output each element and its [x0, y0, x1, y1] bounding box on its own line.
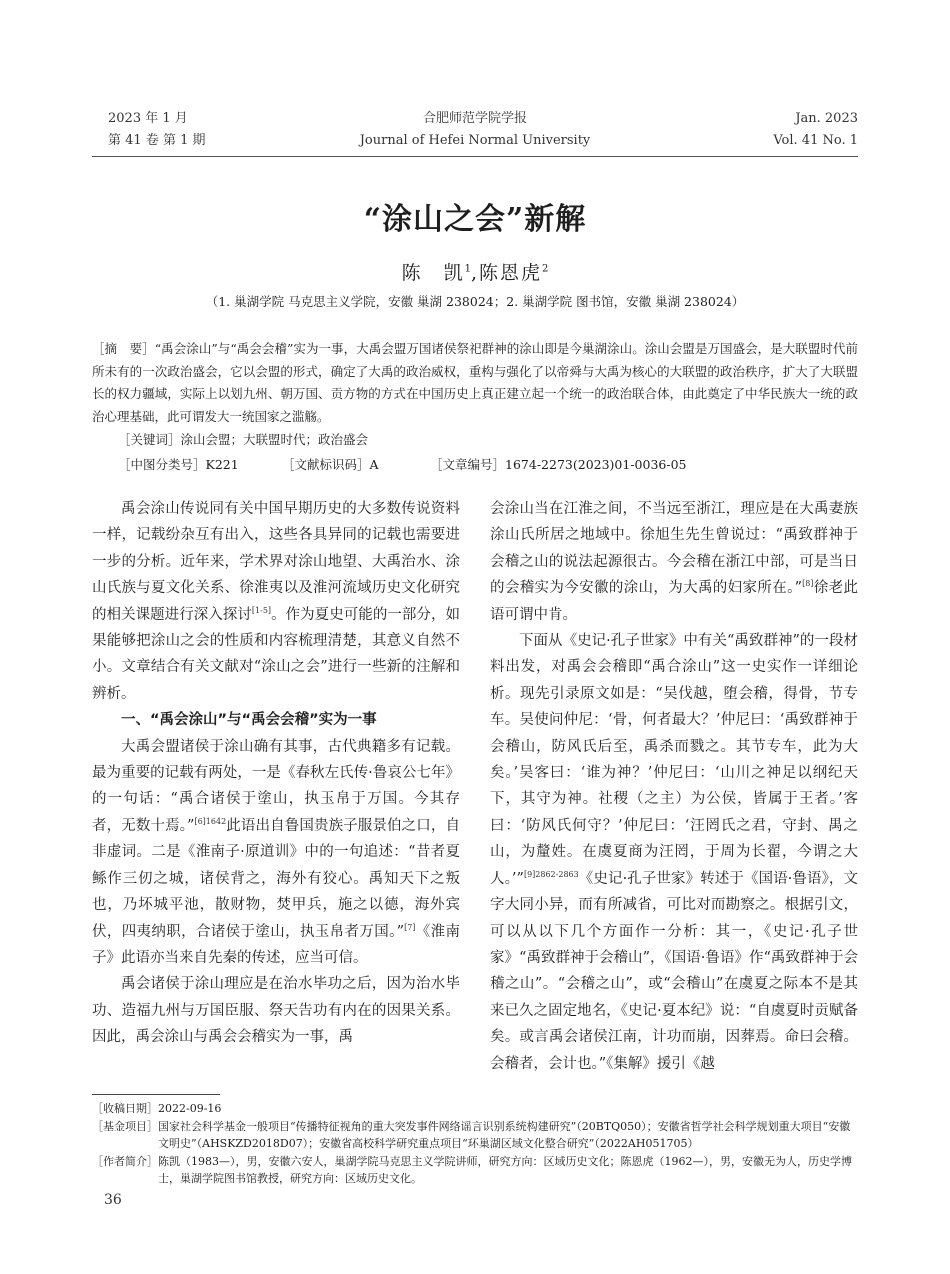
classification-line	[118, 455, 687, 475]
text-run: 。作为夏史可能的一部分，如果能够把涂山之会的性质和内容梳理清楚，其意义自然不小。文章结合有关文献对“涂山之会”进行一些新的注解和辨析。	[92, 606, 461, 702]
citation-ref[interactable]: [8]	[802, 579, 814, 589]
note-fund	[92, 1118, 858, 1153]
body-column-left	[92, 496, 460, 1051]
received-label: ［收稿日期］	[92, 1102, 158, 1115]
journal-name-en: Journal of Hefei Normal University	[359, 133, 591, 148]
received-date: 2022-09-16	[158, 1102, 222, 1115]
text-run: 《史记·孔子世家》转述于《国语·鲁语》，文字大同小异，而有所减省，可比对而勘察之。根据引文，可以从以下几个方面作一分析：其一，《史记·孔子世家》“禹致群神于会稽山”，《国语·鲁语》作“禹致群神于会稽之山”。“会稽之山”，或“会稽山”在虞夏之际本不是其来已久之固定地名，《史记·夏本纪》说：“自虞夏时贡赋备矣。或言禹会诸侯江南，计功而崩，因葬焉。命曰会稽。会稽者，会计也。”《集解》援引《越	[490, 870, 858, 1072]
text-run: 会涂山当在江淮之间，不当远至浙江，理应是在大禹妻族涂山氏所居之地域中。徐旭生先生曾说过：“禹致群神于会稽之山的说法起源很古。今会稽在浙江中部，可是当日的会稽实为今安徽的涂山，为大禹的妇家所在。”	[490, 501, 858, 597]
header-volume-en: Vol. 41 No. 1	[773, 133, 858, 148]
article-id: 1674-2273(2023)01-0036-05	[505, 457, 687, 472]
header-right	[773, 108, 858, 152]
clc-code: K221	[205, 457, 239, 472]
note-author	[92, 1153, 858, 1188]
citation-ref[interactable]: [9]2862-2863	[523, 869, 579, 879]
keywords	[118, 430, 368, 450]
author-1-affil-mark: 1	[464, 263, 471, 275]
article-id-label: ［文章编号］	[430, 457, 506, 472]
doc-code-label: ［文献标识码］	[282, 457, 370, 472]
header-rule	[92, 156, 858, 157]
header-volume-cn: 第 41 卷 第 1 期	[108, 133, 206, 148]
header-date-en: Jan. 2023	[795, 111, 858, 126]
page-number: 36	[104, 1192, 122, 1208]
paragraph: 禹会诸侯于涂山理应是在治水毕功之后，因为治水毕功、造福九州与万国臣服、祭天告功有内在的因果关系。因此，禹会涂山与禹会会稽实为一事，禹	[92, 976, 460, 1046]
citation-ref[interactable]: [6]1642	[194, 817, 227, 827]
author-2: 陈恩虎	[479, 262, 543, 284]
keywords-label: ［关键词］	[118, 432, 181, 447]
abstract	[92, 338, 858, 428]
paragraph	[92, 496, 460, 707]
note-received	[92, 1100, 858, 1118]
citation-ref[interactable]: [1-5]	[251, 605, 272, 615]
author-bio-text: 陈凯（1983—），男，安徽六安人，巢湖学院马克思主义学院讲师，研究方向：区域历史文化；陈恩虎（1962—），男，安徽无为人，历史学博士，巢湖学院图书馆教授，研究方向：区域历史文化。	[158, 1154, 852, 1185]
citation-ref[interactable]: [7]	[404, 922, 416, 932]
author-1: 陈 凯	[401, 262, 465, 284]
abstract-text: “禹会涂山”与“禹会会稽”实为一事，大禹会盟万国诸侯祭祀群神的涂山即是今巢湖涂山。涂山会盟是万国盛会，是大联盟时代前所未有的一次政治盛会，它以会盟的形式，确定了大禹的政治威权，重构与强化了以帝舜与大禹为核心的大联盟的政治秩序，扩大了大联盟长的权力疆域，实际上以划九州、朝万国、贡方物的方式在中国历史上真正建立起一个统一的政治联合体，由此奠定了中华民族大一统的政治心理基础，此可谓发大一统国家之滥觞。	[92, 341, 858, 424]
clc-label: ［中图分类号］	[118, 457, 206, 472]
journal-name-cn: 合肥师范学院学报	[422, 111, 527, 126]
fund-label: ［基金项目］	[92, 1119, 158, 1133]
header-date-cn: 2023 年 1 月	[108, 111, 188, 126]
author-line	[0, 258, 950, 285]
article-title: “涂山之会”新解	[363, 202, 587, 237]
affiliations: （1. 巢湖学院 马克思主义学院，安徽 巢湖 238024；2. 巢湖学院 图书馆，安徽 巢湖 238024）	[205, 294, 745, 309]
text-run: 徐老此语可谓中肯。	[490, 580, 858, 623]
text-run: 《淮南子》此语亦当来自先秦的传述，应当可信。	[92, 923, 460, 966]
text-run: 下面从《史记·孔子世家》中有关“禹致群神”的一段材料出发，对禹会会稽即“禹合涂山”这一史实作一详细论析。现先引录原文如是：“吴伐越，堕会稽，得骨，节专车。吴使问仲尼：‘骨，何者最大？’仲尼曰：‘禹致群神于会稽山，防风氏后至，禹杀而戮之。其节专车，此为大矣。’吴客曰：‘谁为神？’仲尼曰：‘山川之神足以纲纪天下，其守为神。社稷（之主）为公侯，皆属于王者。’客曰：‘防风氏何守？’仲尼曰：‘汪罔氏之君，守封、禺之山，为釐姓。在虞夏商为汪罔，于周为长翟，今谓之大人。’”	[490, 633, 858, 887]
footnotes	[92, 1100, 858, 1188]
text-run: 此语出自鲁国贵族子服景伯之口，自非虚词。二是《淮南子·原道训》中的一句追述：“昔者夏鲧作三仞之城，诸侯背之，海外有狡心。禹知天下之叛也，乃坏城平池，散财物，焚甲兵，施之以德，海外宾伏，四夷纳职，合诸侯于塗山，执玉帛者万国。”	[92, 817, 460, 940]
text-run: 禹会涂山传说同有关中国早期历史的大多数传说资料一样，记载纷杂互有出入，这些各具异同的记载也需要进一步的分析。近年来，学术界对涂山地望、大禹治水、涂山氏族与夏文化关系、徐淮夷以及淮河流域历史文化研究的相关课题进行深入探讨	[92, 501, 460, 623]
paragraph	[490, 628, 858, 1077]
footnote-rule	[92, 1094, 220, 1095]
abstract-label: ［摘 要］	[92, 341, 155, 356]
author-2-affil-mark: 2	[542, 263, 549, 275]
body-column-right	[490, 496, 858, 1077]
author-bio-label: ［作者简介］	[92, 1154, 158, 1168]
paragraph	[92, 734, 460, 972]
paragraph	[490, 496, 858, 628]
author-separator: ,	[470, 262, 480, 284]
doc-code: A	[369, 457, 379, 472]
section-heading: 一、“禹会涂山”与“禹会会稽”实为一事	[121, 712, 377, 729]
keywords-text: 涂山会盟；大联盟时代；政治盛会	[180, 432, 369, 447]
fund-text: 国家社会科学基金一般项目“传播特征视角的重大突发事件网络谣言识别系统构建研究”（20BTQ050）；安徽省哲学社会科学规划重大项目“安徽文明史”（AHSKZD2018D07）；安徽省高校科学研究重点项目“环巢湖区域文化整合研究”（2022AH051705）	[158, 1119, 851, 1150]
text-run: 大禹会盟诸侯于涂山确有其事，古代典籍多有记载。最为重要的记载有两处，一是《春秋左氏传·鲁哀公七年》的一句话：“禹合诸侯于塗山，执玉帛于万国。今其存者，无数十焉。”	[92, 738, 460, 834]
